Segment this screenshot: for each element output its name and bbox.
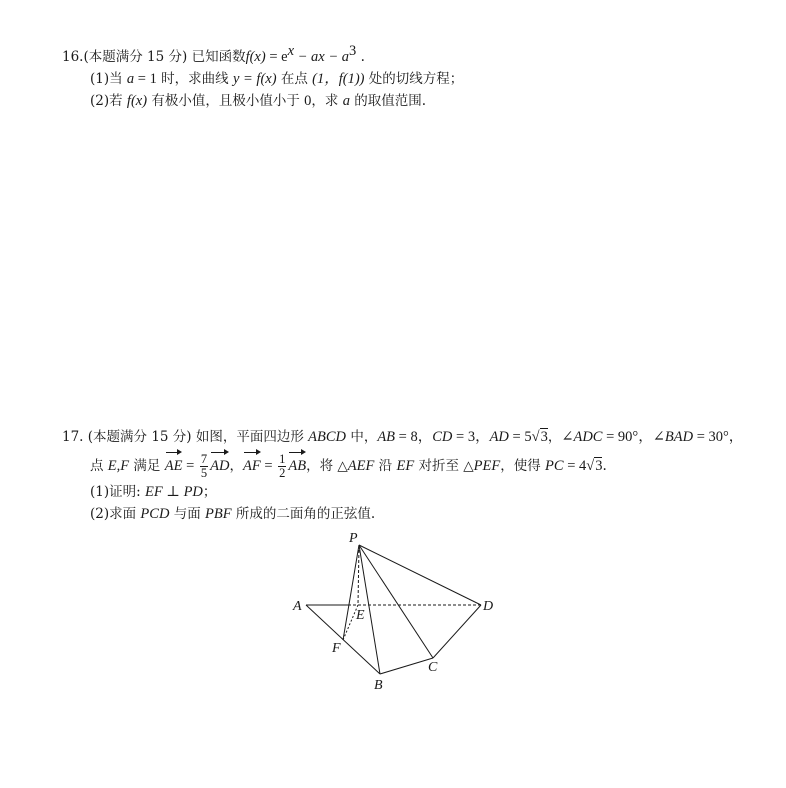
problem-16-part-1: (1)当 a = 1 时，求曲线 y = f(x) 在点 (1，f(1)) 处的切线方程； [90, 71, 464, 87]
vector-ad: AD [210, 453, 229, 479]
problem-17-part-1: (1)证明: EF ⊥ PD； [90, 484, 217, 500]
part-label: (2) [90, 93, 110, 109]
problem-17-statement: 17. (本题满分 15 分) 如图，平面四边形 ABCD 中，AB = 8，CD = 3，AD = 5√3，∠ADC = 90°，∠BAD = 30°， [62, 429, 744, 445]
edge-pf [343, 545, 359, 640]
edge-bc [380, 658, 433, 674]
sqrt-expression: √3 [531, 429, 548, 445]
problem-16-statement: 16.(本题满分 15 分) 已知函数$f(x) = e^x$ − ax − $a^3$ . [62, 43, 365, 65]
vector-ae: AE [165, 453, 183, 479]
fraction-7-5: $\frac{7}{5}$ [200, 452, 208, 480]
edge-pe-dashed [358, 545, 359, 605]
problem-number: 16. [62, 49, 84, 65]
label-d: D [483, 599, 494, 614]
label-f: F [332, 641, 341, 656]
label-a: A [293, 599, 302, 614]
edge-pc [359, 545, 433, 658]
part-label: (1) [90, 484, 110, 500]
score-note: (本题满分 15 分) [87, 429, 192, 445]
edge-pd [359, 545, 481, 605]
label-e: E [356, 608, 365, 623]
label-b: B [374, 678, 383, 693]
geometry-figure [280, 525, 510, 700]
part-label: (2) [90, 506, 110, 522]
score-note: (本题满分 15 分) [83, 49, 188, 65]
vector-af: AF [243, 453, 261, 479]
problem-17-conditions: 点 E,F 满足 AE = $\frac{7}{5}$ AD，AF = $\frac{1}{2}$ AB，将 △AEF 沿 EF 对折至 △PEF，使得 PC = 4√3. [90, 452, 607, 480]
label-p: P [349, 531, 358, 546]
function-name: f(x) [245, 49, 266, 65]
problem-16-part-2: (2)若 f(x) 有极小值，且极小值小于 0，求 a 的取值范围. [90, 93, 427, 109]
problem-17-part-2: (2)求面 PCD 与面 PBF 所成的二面角的正弦值. [90, 506, 376, 522]
problem-number: 17. [62, 429, 84, 445]
edge-cd [433, 605, 481, 658]
vector-ab: AB [288, 453, 306, 479]
part-label: (1) [90, 71, 110, 87]
sqrt-expression: √3 [586, 458, 603, 474]
label-c: C [428, 660, 438, 675]
fraction-1-2: $\frac{1}{2}$ [279, 452, 286, 480]
